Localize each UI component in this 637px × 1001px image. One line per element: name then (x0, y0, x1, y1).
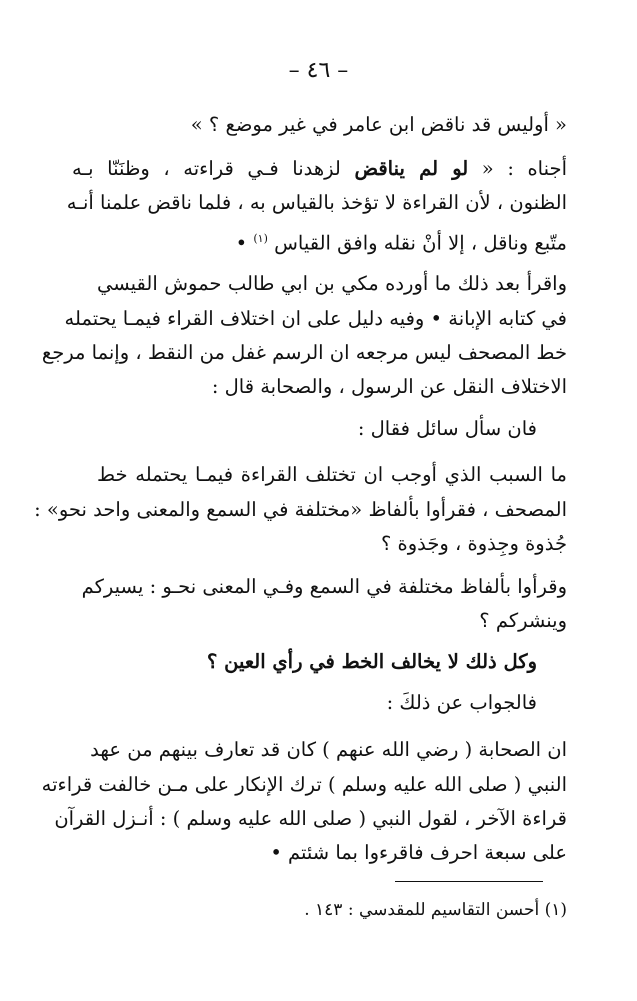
footnote-text: (١) أحسن التقاسيم للمقدسي : ١٤٣ . (304, 900, 567, 920)
text-line-10: ما السبب الذي أوجب ان تختلف القراءة فيمـا يحتمله خط (97, 463, 567, 486)
text-line-17: ان الصحابة ( رضي الله عنهم ) كان قد تعارف بينهم من عهد (90, 738, 567, 761)
text-line-8: الاختلاف النقل عن الرسول ، والصحابة قال : (211, 375, 567, 398)
text-line-19: قراءة الآخر ، لقول النبي ( صلى الله عليه وسلم ) : أنـزل القرآن (54, 807, 567, 830)
text-line-4 (236, 224, 567, 254)
text-line-18: النبي ( صلى الله عليه وسلم ) ترك الإنكار على مـن خالفت قراءته (41, 773, 567, 796)
text-line-16: فالجواب عن ذلكَ : (386, 691, 537, 714)
text-line-2-bold: لو لم يناقض (354, 157, 469, 180)
text-line-12: جُذوة وجِذوة ، وجَذوة ؟ (380, 532, 567, 555)
text-line-3: الظنون ، لأن القراءة لا تؤخذ بالقياس به ، فلما ناقض علمنا أنـه (66, 191, 567, 214)
text-line-2-start: أجناه : « (468, 157, 567, 180)
text-line-14: وينشركم ؟ (479, 609, 567, 632)
text-line-2 (72, 154, 567, 184)
text-line-2-end: لزهدنا فـي قراءته ، وظنَنّا بـه (72, 157, 355, 180)
text-line-7: خط المصحف ليس مرجعه ان الرسم غفل من النقط ، وإنما مرجع (41, 341, 567, 364)
text-line-11: المصحف ، فقرأوا بألفاظ «مختلفة في السمع والمعنى واحد نحو» : (34, 498, 567, 521)
text-line-9: فان سأل سائل فقال : (357, 417, 537, 440)
page-number: – ٤٦ – (288, 58, 349, 83)
text-line-13: وقرأوا بألفاظ مختلفة في السمع وفـي المعنى نحـو : يسيركم (81, 575, 567, 598)
text-line-4-body: متّبع وناقل ، إلا أنْ نقله وافق القياس (274, 231, 567, 255)
text-line-15: وكل ذلك لا يخالف الخط في رأي العين ؟ (206, 650, 537, 673)
footnote-divider (395, 881, 543, 882)
text-line-20: على سبعة احرف فاقرءوا بما شئتم • (270, 841, 567, 864)
text-line-5: واقرأ بعد ذلك ما أورده مكي بن ابي طالب حموش القيسي (97, 272, 567, 295)
text-line-1: « أوليس قد ناقض ابن عامر في غير موضع ؟ » (190, 113, 567, 136)
footnote-marker: (١) (253, 232, 268, 245)
text-line-6: في كتابه الإبانة • وفيه دليل على ان اختلاف القراء فيمـا يحتمله (64, 307, 567, 330)
text-line-4-end: • (235, 231, 254, 255)
